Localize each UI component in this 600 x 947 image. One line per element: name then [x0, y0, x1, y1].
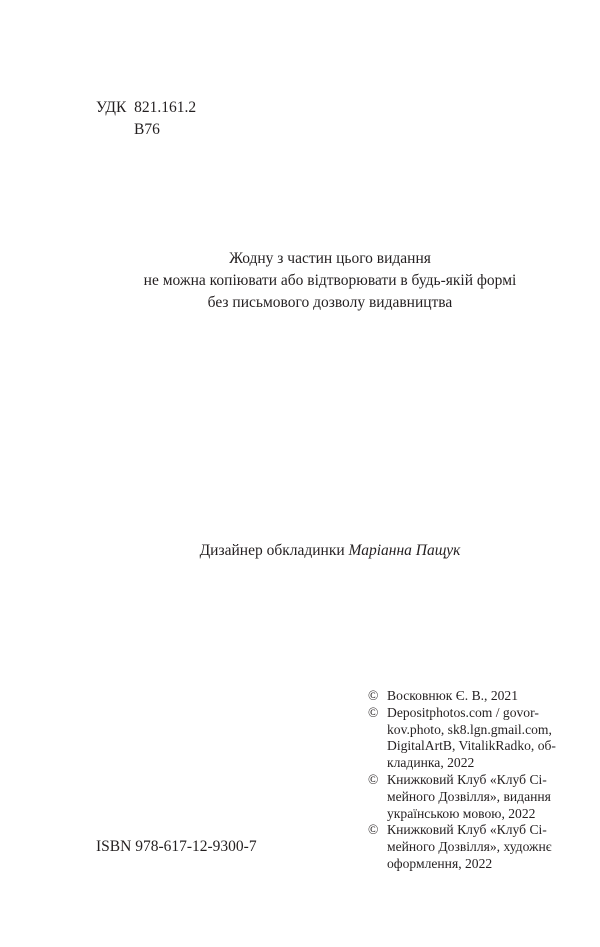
copyright-line: Восковнюк Є. В., 2021 — [387, 688, 519, 703]
copyright-list — [368, 688, 556, 873]
copyright-line: кладинка, 2022 — [387, 755, 475, 771]
designer-label: Дизайнер обкладинки — [199, 542, 345, 559]
copyright-line: українською мовою, 2022 — [387, 805, 536, 821]
copyright-entry — [368, 688, 548, 705]
notice-line: без письмового дозволу видавництва — [207, 294, 453, 311]
udk-block — [96, 97, 196, 141]
notice-line: не можна копіювати або відтворювати в будь-якій формі — [143, 272, 517, 289]
notice-line: Жодну з частин цього видання — [229, 250, 431, 267]
isbn: ISBN 978-617-12-9300-7 — [96, 838, 257, 855]
copyright-symbol: © — [368, 822, 379, 838]
udk-code: УДК 821.161.2 — [96, 99, 197, 116]
copyright-symbol: © — [368, 704, 379, 720]
author-mark: В76 — [134, 121, 160, 138]
cover-designer-credit — [0, 540, 600, 562]
copyright-entry — [368, 771, 551, 822]
copyright-line: Книжковий Клуб «Клуб Сі- — [387, 822, 547, 838]
designer-name: Маріанна Пащук — [348, 542, 461, 559]
copyright-line: kov.photo, sk8.lgn.gmail.com, — [387, 721, 552, 737]
copyright-line: оформлення, 2022 — [387, 855, 493, 871]
copyright-symbol: © — [368, 771, 379, 787]
copyright-line: мейного Дозвілля», художнє — [387, 839, 552, 855]
copyright-entry — [368, 704, 556, 772]
copyright-entry — [368, 822, 552, 872]
copyright-symbol: © — [368, 688, 379, 703]
copyright-line: мейного Дозвілля», видання — [387, 788, 551, 804]
copyright-line: Depositphotos.com / govor- — [387, 704, 539, 720]
copyright-notice — [0, 248, 600, 314]
copyright-line: Книжковий Клуб «Клуб Сі- — [387, 771, 547, 787]
copyright-line: DigitalArtB, VitalikRadko, об- — [387, 738, 556, 754]
